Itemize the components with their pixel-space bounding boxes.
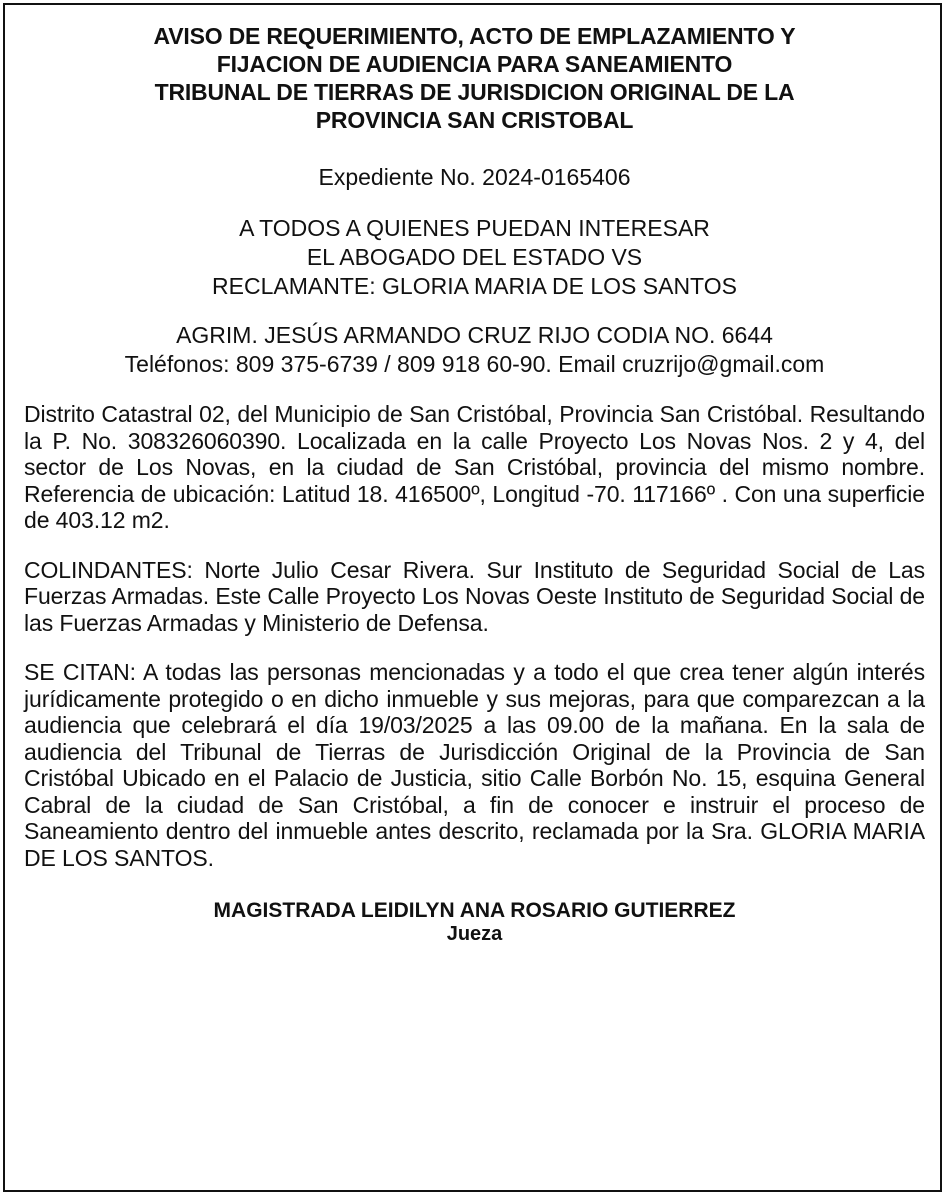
notice-title-line-2: FIJACION DE AUDIENCIA PARA SANEAMIENTO — [216, 51, 733, 77]
parties-line-3: RECLAMANTE: GLORIA MARIA DE LOS SANTOS — [212, 273, 737, 299]
signatory-name: MAGISTRADA LEIDILYN ANA ROSARIO GUTIERREZ — [213, 899, 736, 922]
court-name — [24, 78, 925, 134]
notice-title — [24, 22, 925, 78]
surveyor-contact: Teléfonos: 809 375-6739 / 809 918 60-90. Email cruzrijo@gmail.com — [124, 351, 825, 377]
notice-title-line-1: AVISO DE REQUERIMIENTO, ACTO DE EMPLAZAMIENTO Y — [153, 23, 796, 49]
court-name-line-1: TRIBUNAL DE TIERRAS DE JURISDICION ORIGINAL DE LA — [154, 79, 795, 105]
surveyor-block — [24, 321, 925, 379]
case-number: Expediente No. 2024-0165406 — [318, 164, 631, 190]
property-description: Distrito Catastral 02, del Municipio de San Cristóbal, Provincia San Cristóbal. Resultando la P. No. 308326060390. Localizada en la calle Proyecto Los Novas Nos. 2 y 4, del sector de Los Novas, en la ciudad de San Cristóbal, provincia del mismo nombre. Referencia de ubicación: Latitud 18. 416500º, Longitud -70. 117166º . Con una superficie de 403.12 m2. — [24, 401, 925, 533]
surveyor-name: AGRIM. JESÚS ARMANDO CRUZ RIJO CODIA NO. 6644 — [176, 322, 773, 348]
parties-block — [24, 214, 925, 301]
legal-notice — [24, 22, 925, 945]
court-name-line-2: PROVINCIA SAN CRISTOBAL — [315, 107, 634, 133]
parties-line-1: A TODOS A QUIENES PUEDAN INTERESAR — [239, 215, 710, 241]
adjoining-owners: COLINDANTES: Norte Julio Cesar Rivera. Sur Instituto de Seguridad Social de Las Fuerzas Armadas. Este Calle Proyecto Los Novas Oeste Instituto de Seguridad Social de las Fuerzas Armadas y Ministerio de Defensa. — [24, 556, 925, 636]
parties-line-2: EL ABOGADO DEL ESTADO VS — [306, 244, 643, 270]
signatory-role: Jueza — [446, 923, 503, 945]
citation-paragraph: SE CITAN: A todas las personas mencionadas y a todo el que crea tener algún interés jurídicamente protegido o en dicho inmueble y sus mejoras, para que comparezcan a la audiencia que celebrará el día 19/03/2025 a las 09.00 de la mañana. En la sala de audiencia del Tribunal de Tierras de Jurisdicción Original de la Provincia de San Cristóbal Ubicado en el Palacio de Justicia, sitio Calle Borbón No. 15, esquina General Cabral de la ciudad de San Cristóbal, a fin de conocer e instruir el proceso de Saneamiento dentro del inmueble antes descrito, reclamada por la Sra. GLORIA MARIA DE LOS SANTOS. — [24, 659, 925, 871]
